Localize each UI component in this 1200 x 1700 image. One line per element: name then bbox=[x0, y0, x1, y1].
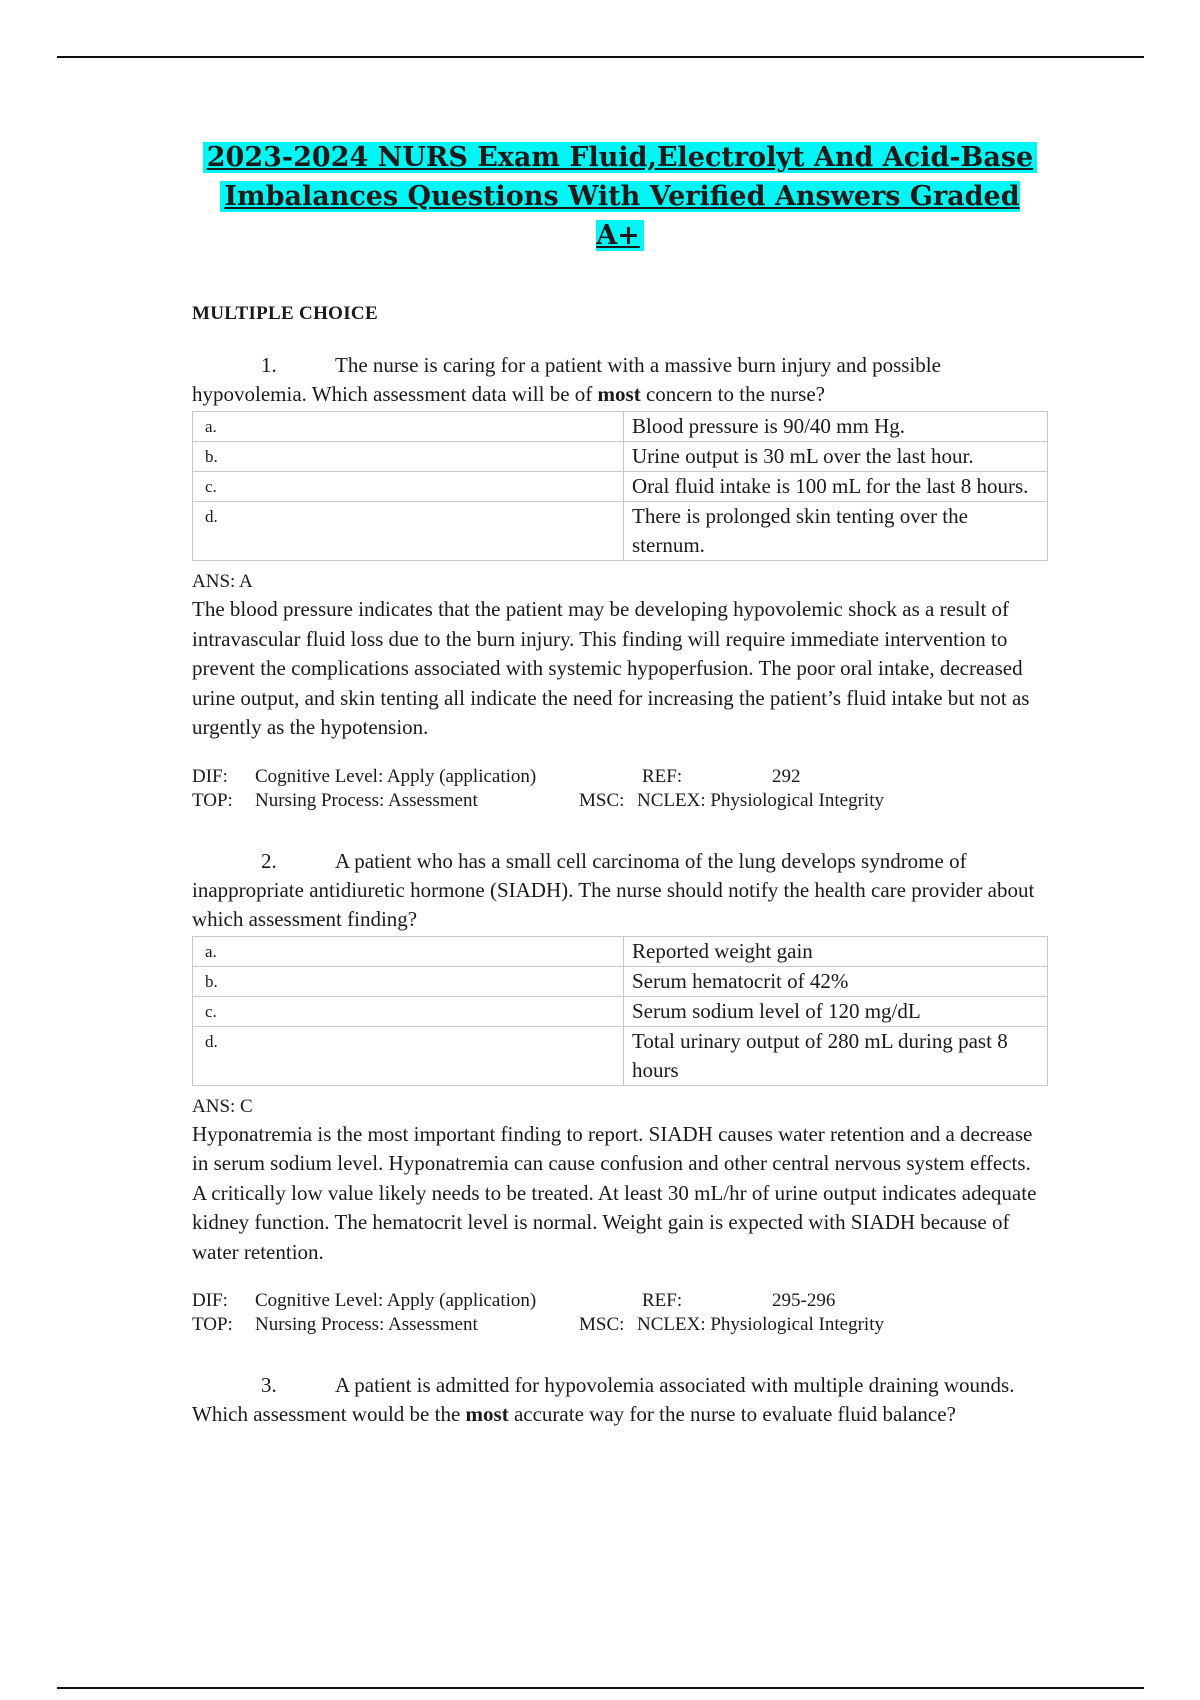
option-text: Oral fluid intake is 100 mL for the last 8 hours. bbox=[624, 472, 1048, 502]
page-title bbox=[192, 138, 1048, 255]
msc-label: MSC: bbox=[579, 1314, 625, 1335]
option-letter: c. bbox=[193, 472, 624, 502]
question-number: 1. bbox=[261, 353, 277, 377]
option-row bbox=[193, 966, 1048, 996]
rationale: The blood pressure indicates that the patient may be developing hypovolemic shock as a result of intravascular fluid loss due to the burn injury. This finding will require immediate intervention to prevent the complications associated with systemic hypoperfusion. The poor oral intake, decreased urine output, and skin tenting all indicate the need for increasing the patient’s fluid intake but not as urgently as the hypotension. bbox=[192, 597, 1030, 739]
stem-emphasis: most bbox=[597, 382, 641, 406]
top-value: Nursing Process: Assessment bbox=[255, 789, 478, 811]
option-letter: c. bbox=[193, 996, 624, 1026]
dif-label: DIF: bbox=[192, 1290, 228, 1311]
options-table bbox=[192, 936, 1048, 1086]
option-row bbox=[193, 472, 1048, 502]
question-stem bbox=[192, 351, 1048, 409]
stem-text: A patient is admitted for hypovolemia associated with multiple draining wounds. Which assessment would be the bbox=[192, 1373, 1015, 1426]
ref-value: 292 bbox=[772, 765, 801, 787]
top-label: TOP: bbox=[192, 1314, 233, 1335]
option-letter: d. bbox=[193, 1026, 624, 1085]
question-number: 2. bbox=[261, 848, 277, 873]
stem-text-end: concern to the nurse? bbox=[640, 382, 825, 406]
stem-text: A patient who has a small cell carcinoma of the lung develops syndrome of inappropriate antidiuretic hormone (SIADH). The nurse should notify the health care provider about which assessment finding? bbox=[192, 848, 1035, 931]
title-line-2: Imbalances Questions With Verified Answers Graded A+ bbox=[220, 181, 1019, 251]
top-label: TOP: bbox=[192, 789, 233, 811]
rationale: Hyponatremia is the most important finding to report. SIADH causes water retention and a decrease in serum sodium level. Hyponatremia can cause confusion and other central nervous system effects. A critically low value likely needs to be treated. At least 30 mL/hr of urine output indicates adequate kidney function. The hematocrit level is normal. Weight gain is expected with SIADH because of water retention. bbox=[192, 1121, 1037, 1264]
option-row bbox=[193, 936, 1048, 966]
top-rule bbox=[57, 56, 1144, 58]
option-letter: b. bbox=[193, 966, 624, 996]
option-text: Total urinary output of 280 mL during past 8 hours bbox=[624, 1026, 1048, 1085]
section-heading: MULTIPLE CHOICE bbox=[192, 303, 378, 324]
option-text: Urine output is 30 mL over the last hour. bbox=[624, 442, 1048, 472]
question-2 bbox=[192, 847, 1048, 1340]
option-row bbox=[193, 996, 1048, 1026]
ref-label: REF: bbox=[642, 765, 683, 787]
option-letter: a. bbox=[193, 936, 624, 966]
msc-label: MSC: bbox=[579, 789, 625, 811]
option-row bbox=[193, 442, 1048, 472]
dif-label: DIF: bbox=[192, 765, 228, 787]
option-row bbox=[193, 1026, 1048, 1085]
option-row bbox=[193, 412, 1048, 442]
option-row bbox=[193, 502, 1048, 561]
option-text: Serum hematocrit of 42% bbox=[624, 966, 1048, 996]
question-stem bbox=[192, 847, 1048, 934]
bottom-rule bbox=[57, 1687, 1144, 1689]
answer-key: ANS: C bbox=[192, 1095, 253, 1117]
question-3 bbox=[192, 1371, 1048, 1429]
ref-label: REF: bbox=[642, 1290, 683, 1311]
question-metadata bbox=[192, 1289, 1048, 1339]
option-text: Blood pressure is 90/40 mm Hg. bbox=[624, 412, 1048, 442]
stem-text-end: accurate way for the nurse to evaluate fluid balance? bbox=[508, 1402, 956, 1426]
question-metadata bbox=[192, 765, 1048, 815]
option-letter: d. bbox=[193, 502, 624, 561]
options-table bbox=[192, 411, 1048, 561]
top-value: Nursing Process: Assessment bbox=[255, 1314, 478, 1335]
option-text: Reported weight gain bbox=[624, 936, 1048, 966]
option-letter: a. bbox=[193, 412, 624, 442]
answer-key: ANS: A bbox=[192, 571, 253, 592]
option-text: There is prolonged skin tenting over the sternum. bbox=[624, 502, 1048, 561]
title-line-1: 2023-2024 NURS Exam Fluid,Electrolyt And Acid-Base bbox=[203, 142, 1037, 173]
ref-value: 295-296 bbox=[772, 1290, 836, 1311]
question-stem bbox=[192, 1371, 1048, 1429]
msc-value: NCLEX: Physiological Integrity bbox=[637, 789, 884, 811]
question-1 bbox=[192, 351, 1048, 815]
document-page bbox=[192, 138, 1048, 1461]
stem-emphasis: most bbox=[465, 1402, 509, 1426]
dif-value: Cognitive Level: Apply (application) bbox=[255, 765, 537, 787]
dif-value: Cognitive Level: Apply (application) bbox=[255, 1290, 537, 1311]
question-number: 3. bbox=[261, 1373, 277, 1397]
msc-value: NCLEX: Physiological Integrity bbox=[637, 1314, 884, 1335]
option-letter: b. bbox=[193, 442, 624, 472]
stem-text: The nurse is caring for a patient with a massive burn injury and possible hypovolemia. Which assessment data will be of bbox=[192, 353, 941, 406]
option-text: Serum sodium level of 120 mg/dL bbox=[624, 996, 1048, 1026]
